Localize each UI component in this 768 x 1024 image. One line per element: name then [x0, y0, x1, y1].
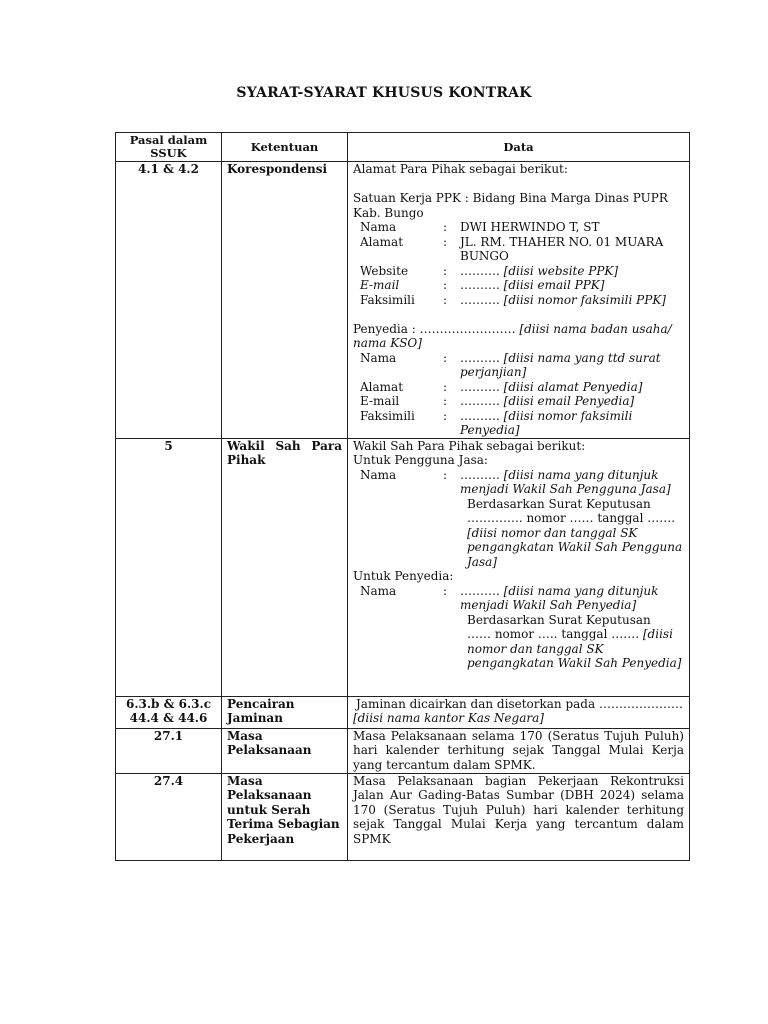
field-placeholder: [diisi website PPK]: [503, 263, 619, 278]
penyedia-label: Penyedia : ……………………: [353, 321, 520, 336]
field-label: Nama: [360, 583, 397, 598]
data-cell: Masa Pelaksanaan selama 170 (Seratus Tujuh Puluh) hari kalender terhitung sejak Tanggal Mulai Kerja yang tercantum dalam SPMK.: [348, 728, 690, 773]
sk-text: Berdasarkan Surat Keputusan: [467, 612, 651, 627]
field-label: Nama: [360, 220, 397, 234]
ketentuan-cell: Masa Pelaksanaan untuk Serah Terima Sebagian Pekerjaan: [222, 773, 348, 860]
table-row: [116, 438, 690, 696]
field-placeholder: [diisi nomor dan tanggal SK pengangkatan Wakil Sah Pengguna Jasa]: [467, 525, 683, 569]
sk-number-text: …… nomor ….. tanggal …….: [467, 627, 643, 641]
intro-text: Wakil Sah Para Pihak sebagai berikut:: [353, 438, 586, 453]
field-placeholder: [diisi nama yang ttd surat perjanjian]: [460, 350, 661, 379]
header-pasal: Pasal dalam SSUK: [116, 133, 222, 162]
ketentuan-cell: Wakil Sah Para Pihak: [222, 438, 348, 696]
field-placeholder: [diisi nama badan usaha/ nama KSO]: [353, 321, 672, 350]
table-row: [116, 773, 690, 860]
field-label: Faksimili: [360, 292, 415, 307]
sk-text: Berdasarkan Surat Keputusan: [467, 496, 651, 511]
field-value: DWI HERWINDO T, ST: [460, 220, 600, 234]
field-placeholder: [diisi email Penyedia]: [503, 394, 635, 408]
data-cell: [348, 696, 690, 728]
field-label: Alamat: [360, 234, 404, 249]
field-placeholder: [diisi email PPK]: [503, 278, 605, 292]
field-placeholder: [diisi alamat Penyedia]: [503, 379, 643, 394]
intro-text: Alamat Para Pihak sebagai berikut:: [353, 162, 568, 176]
field-placeholder: [diisi nama yang ditunjuk menjadi Wakil Sah Pengguna Jasa]: [460, 467, 671, 496]
table-header-row: [116, 133, 690, 162]
ketentuan-cell: Pencairan Jaminan: [222, 696, 348, 728]
field-label: Nama: [360, 467, 397, 482]
ssuk-table: [115, 132, 690, 861]
pasal-cell: 6.3.b & 6.3.c 44.4 & 44.6: [116, 696, 222, 728]
field-label: Alamat: [360, 379, 404, 394]
pasal-cell: 27.4: [116, 773, 222, 860]
field-label: Nama: [360, 350, 397, 365]
ketentuan-cell: Korespondensi: [222, 162, 348, 439]
pasal-cell: 27.1: [116, 728, 222, 773]
field-placeholder: [diisi nomor dan tanggal SK pengangkatan Wakil Sah Penyedia]: [467, 627, 682, 670]
section-label: Untuk Pengguna Jasa:: [353, 453, 488, 467]
field-placeholder: [diisi nomor faksimili PPK]: [503, 292, 666, 307]
body-text: Jaminan dicairkan dan disetorkan pada …………………: [356, 696, 683, 711]
field-value: JL. RM. THAHER NO. 01 MUARA BUNGO: [460, 234, 664, 263]
field-label: E-mail: [360, 278, 400, 292]
field-label: Faksimili: [360, 408, 415, 423]
section-label: Untuk Penyedia:: [353, 569, 454, 583]
table-row: [116, 728, 690, 773]
data-cell: Wakil Sah Para Pihak sebagai berikut: Untuk Pengguna Jasa: Nama : ………. [diisi nama yang ditunjuk menjadi Wakil Sah Pengguna Jasa] Berdasarkan Surat Keputusan ………….. nomor …… tanggal ……. [diisi nomor dan tanggal SK pengangkatan Wakil Sah Pengguna Jasa] Untuk Penyedia: Nama : ………. [diisi nama yang ditunjuk menjadi Wakil Sah Penyedia] Berdasarkan Surat Keputusan …… nomor ….. tanggal ……. [diisi nomor dan tanggal SK pengangkatan Wakil Sah Penyedia]: [348, 438, 690, 696]
header-data: Data: [348, 133, 690, 162]
data-cell: Alamat Para Pihak sebagai berikut: Satuan Kerja PPK : Bidang Bina Marga Dinas PUPR Kab. Bungo Nama : DWI HERWINDO T, ST Alamat : JL. RM. THAHER NO. 01 MUARA BUNGO Website : ………. [diisi website PPK] E-mail : ………. [diisi email PPK] Faksimili : ………. [diisi nomor faksimili PPK] Penyedia : …………………… [diisi nama badan usaha/ nama KSO] Nama : ………. [diisi nama yang ttd surat perjanjian] Alamat : ………. [diisi alamat Penyedia] E-mail : ………. [diisi email Penyedia] Faksimili : ………. [diisi nomor faksimili Penyedia]: [348, 162, 690, 439]
data-cell: Masa Pelaksanaan bagian Pekerjaan Rekontruksi Jalan Aur Gading-Batas Sumbar (DBH 2024) selama 170 (Seratus Tujuh Puluh) hari kalender terhitung sejak Tanggal Mulai Kerja yang tercantum dalam SPMK: [348, 773, 690, 860]
table-row: [116, 162, 690, 439]
satker-text: Satuan Kerja PPK : Bidang Bina Marga Dinas PUPR Kab. Bungo: [353, 191, 668, 220]
pasal-cell: 4.1 & 4.2: [116, 162, 222, 439]
ketentuan-cell: Masa Pelaksanaan: [222, 728, 348, 773]
field-label: Website: [360, 263, 409, 278]
pasal-cell: 5: [116, 438, 222, 696]
field-label: E-mail: [360, 394, 400, 408]
field-placeholder: [diisi nama yang ditunjuk menjadi Wakil Sah Penyedia]: [460, 583, 659, 612]
header-ketentuan: Ketentuan: [222, 133, 348, 162]
document-title: SYARAT-SYARAT KHUSUS KONTRAK: [236, 85, 532, 101]
table-row: [116, 696, 690, 728]
field-placeholder: [diisi nomor faksimili Penyedia]: [460, 408, 633, 437]
sk-number-text: ………….. nomor …… tanggal …….: [467, 511, 676, 525]
field-placeholder: [diisi nama kantor Kas Negara]: [353, 711, 544, 725]
